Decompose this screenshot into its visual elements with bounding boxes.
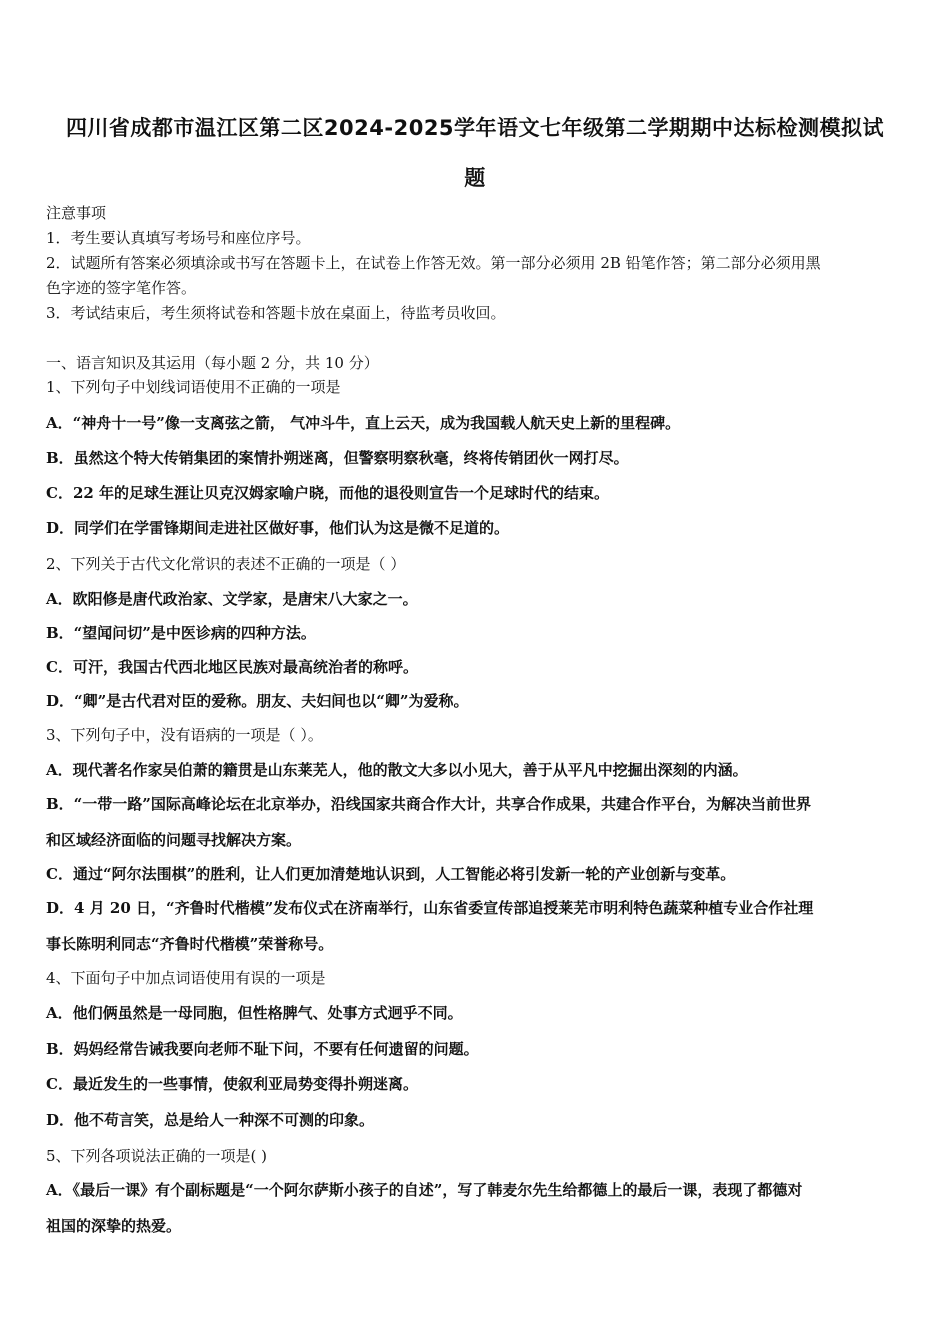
question-1-option-b: B．虽然这个特大传销集团的案情扑朔迷离，但警察明察秋毫，终将传销团伙一网打尽。 — [46, 449, 629, 467]
section-heading: 一、语言知识及其运用（每小题 2 分，共 10 分） — [46, 354, 379, 372]
question-4: 4、下面句子中加点词语使用有误的一项是 — [46, 969, 326, 987]
question-2-option-b: B．“望闻问切”是中医诊病的四种方法。 — [46, 624, 316, 642]
question-3-option-c: C．通过“阿尔法围棋”的胜利，让人们更加清楚地认识到，人工智能必将引发新一轮的产业创新与变革。 — [46, 865, 736, 883]
notice-item-3: 3．考试结束后，考生须将试卷和答题卡放在桌面上，待监考员收回。 — [46, 304, 506, 322]
question-3-option-b: B．“一带一路”国际高峰论坛在北京举办，沿线国家共商合作大计，共享合作成果，共建合作平台，为解决当前世界 — [46, 795, 811, 813]
question-4-option-b: B．妈妈经常告诫我要向老师不耻下问，不要有任何遗留的问题。 — [46, 1040, 479, 1058]
question-2: 2、下列关于古代文化常识的表述不正确的一项是（ ） — [46, 555, 406, 573]
question-2-option-a: A．欧阳修是唐代政治家、文学家，是唐宋八大家之一。 — [46, 590, 418, 608]
question-5: 5、下列各项说法正确的一项是( ) — [46, 1147, 268, 1165]
exam-title-line-2: 题 — [464, 166, 486, 190]
exam-title-line-1: 四川省成都市温江区第二区2024-2025学年语文七年级第二学期期中达标检测模拟试 — [65, 116, 885, 140]
question-2-option-d: D．“卿”是古代君对臣的爱称。朋友、夫妇间也以“卿”为爱称。 — [46, 692, 469, 710]
question-3-option-a: A．现代著名作家吴伯萧的籍贯是山东莱芜人，他的散文大多以小见大，善于从平凡中挖掘出深刻的内涵。 — [46, 761, 748, 779]
notice-item-1: 1．考生要认真填写考场号和座位序号。 — [46, 229, 311, 247]
question-1-option-a: A．“神舟十一号”像一支离弦之箭， 气冲斗牛，直上云天，成为我国载人航天史上新的里程碑。 — [46, 414, 681, 432]
question-5-option-a-cont: 祖国的深挚的热爱。 — [46, 1217, 182, 1235]
question-1-option-d: D．同学们在学雷锋期间走进社区做好事，他们认为这是微不足道的。 — [46, 519, 510, 537]
notice-item-2-cont: 色字迹的签字笔作答。 — [46, 279, 197, 297]
question-4-option-d: D．他不苟言笑，总是给人一种深不可测的印象。 — [46, 1111, 375, 1129]
question-3-option-d: D．4 月 20 日，“齐鲁时代楷模”发布仪式在济南举行，山东省委宣传部追授莱芜市明利特色蔬菜种植专业合作社理 — [46, 899, 814, 917]
question-4-option-c: C．最近发生的一些事情，使叙利亚局势变得扑朔迷离。 — [46, 1075, 418, 1093]
question-1-option-c: C．22 年的足球生涯让贝克汉姆家喻户晓，而他的退役则宣告一个足球时代的结束。 — [46, 484, 610, 502]
notice-heading: 注意事项 — [46, 204, 107, 222]
question-3: 3、下列句子中，没有语病的一项是（ ）。 — [46, 726, 323, 744]
question-5-option-a: A．《最后一课》有个副标题是“一个阿尔萨斯小孩子的自述”，写了韩麦尔先生给都德上的最后一课，表现了都德对 — [46, 1181, 803, 1199]
question-3-option-d-cont: 事长陈明利同志“齐鲁时代楷模”荣誉称号。 — [46, 935, 334, 953]
question-1: 1、下列句子中划线词语使用不正确的一项是 — [46, 378, 341, 396]
question-3-option-b-cont: 和区域经济面临的问题寻找解决方案。 — [46, 831, 302, 849]
question-2-option-c: C．可汗，我国古代西北地区民族对最高统治者的称呼。 — [46, 658, 418, 676]
question-4-option-a: A．他们俩虽然是一母同胞，但性格脾气、处事方式迥乎不同。 — [46, 1004, 463, 1022]
notice-item-2: 2．试题所有答案必须填涂或书写在答题卡上，在试卷上作答无效。第一部分必须用 2B 铅笔作答；第二部分必须用黑 — [46, 254, 821, 272]
